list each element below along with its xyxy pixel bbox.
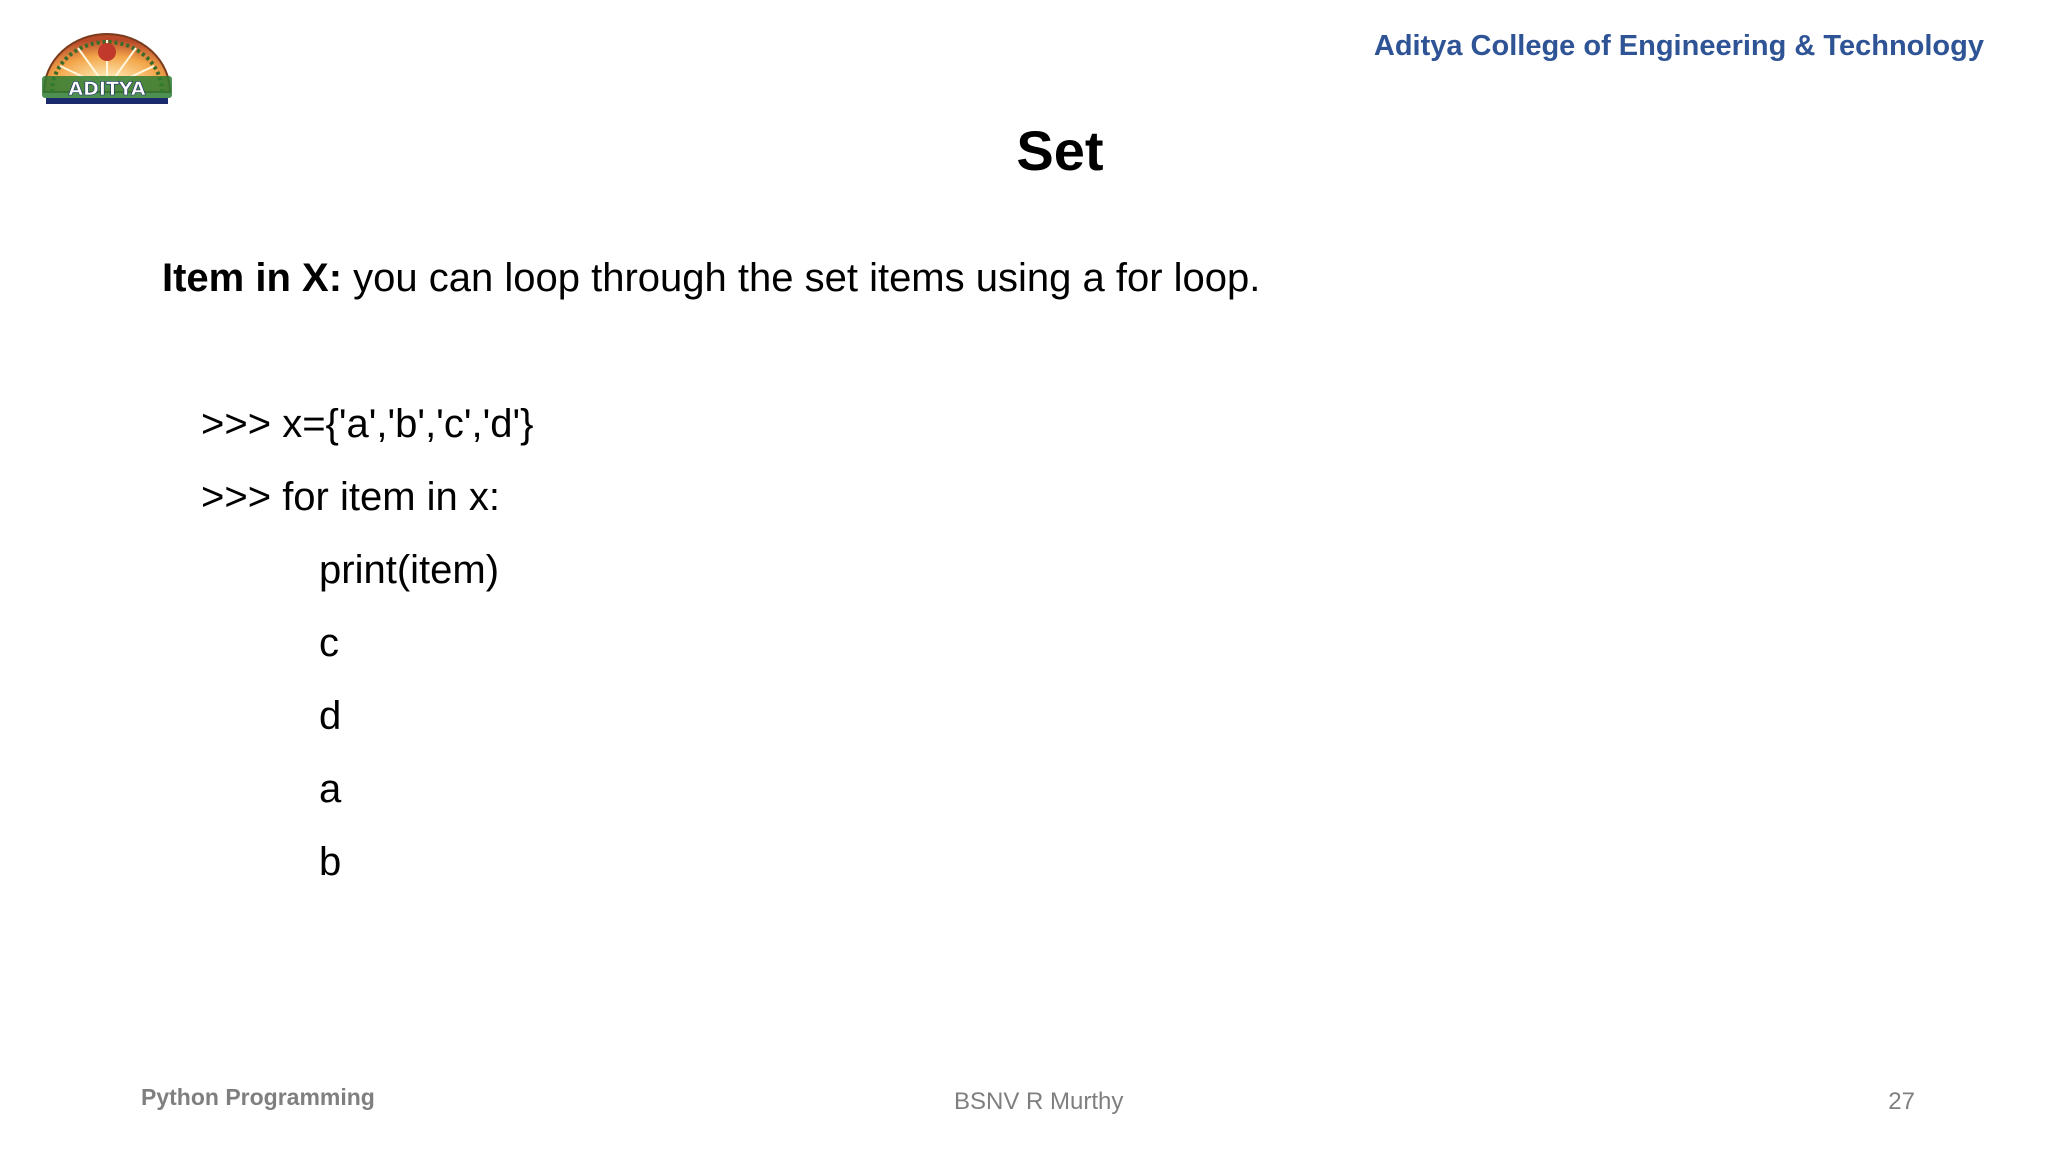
logo-text: ADITYA — [68, 78, 146, 100]
slide-number: 27 — [1888, 1088, 1915, 1115]
output-line: c — [319, 621, 339, 665]
code-line-for-loop: >>> for item in x: — [201, 475, 501, 519]
intro-description: you can loop through the set items using a for loop. — [342, 256, 1261, 300]
intro-text — [162, 256, 1260, 301]
college-logo-icon — [38, 18, 176, 106]
code-line-assignment: >>> x={'a','b','c','d'} — [201, 402, 534, 446]
slide-title: Set — [1016, 119, 1104, 182]
footer-author: BSNV R Murthy — [954, 1088, 1124, 1115]
footer-course: Python Programming — [141, 1084, 375, 1110]
output-line: a — [319, 767, 342, 811]
output-line: d — [319, 694, 342, 738]
intro-label: Item in X: — [162, 256, 343, 300]
institution-name: Aditya College of Engineering & Technology — [1373, 30, 1984, 62]
output-line: b — [319, 840, 342, 884]
code-line-print: print(item) — [319, 548, 500, 592]
